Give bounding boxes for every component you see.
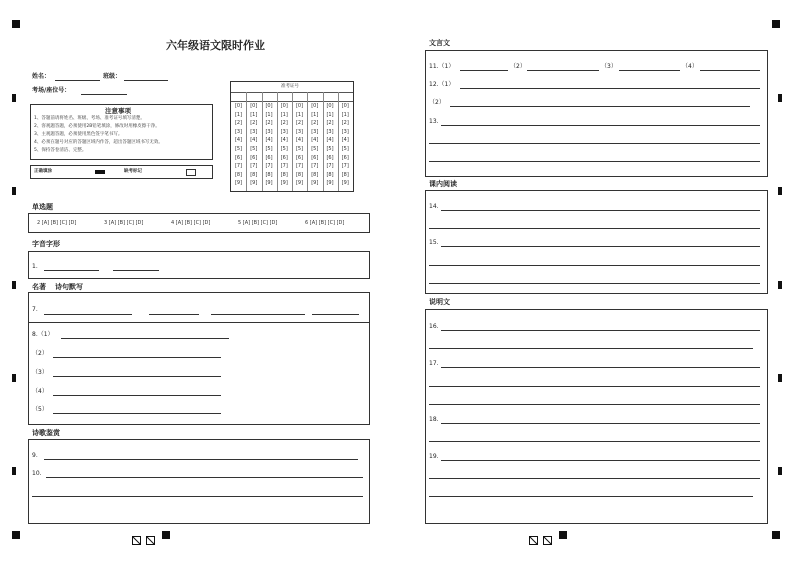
- mc-question[interactable]: [104, 221, 143, 226]
- exam-digit-bubble[interactable]: [7]: [280, 163, 288, 170]
- question-number: 17.: [429, 360, 439, 367]
- page-title: 六年级语文限时作业: [166, 39, 265, 52]
- room-label: 考场/座位号：: [32, 87, 71, 94]
- exam-digit-bubble[interactable]: [4]: [265, 137, 273, 144]
- sub-question: （4）: [682, 63, 698, 70]
- exam-digit-bubble[interactable]: [0]: [341, 103, 349, 109]
- exam-digit-bubble[interactable]: [3]: [311, 128, 319, 135]
- corner-mark: [12, 20, 20, 28]
- section-title-reading: 课内阅读: [429, 180, 457, 188]
- missing-label: 缺考标记: [124, 169, 142, 174]
- question-number: 19.: [429, 453, 439, 460]
- mc-question[interactable]: [305, 221, 344, 226]
- fill-example-box: [30, 165, 213, 179]
- question-number: 7.: [32, 306, 38, 313]
- exam-digit-bubble[interactable]: [8]: [295, 171, 304, 178]
- filled-mark-icon: [95, 170, 105, 174]
- exam-digit-bubble[interactable]: [9]: [250, 180, 258, 187]
- section-title-classical: 文言文: [429, 39, 450, 47]
- exam-digit-bubble[interactable]: [0]: [311, 103, 319, 109]
- exam-digit-bubble[interactable]: [1]: [341, 111, 349, 118]
- exam-number-grid: [230, 81, 354, 192]
- mc-section-title: 单选题: [32, 203, 53, 211]
- exam-digit-bubble[interactable]: [5]: [234, 146, 243, 152]
- answer-line[interactable]: [53, 413, 221, 414]
- notice-line: 2、客观题答题，必须使用2B铅笔填涂，修改时用橡皮擦干净。: [34, 124, 160, 129]
- exam-digit-bubble[interactable]: [2]: [250, 120, 258, 127]
- question-number: 9.: [32, 452, 38, 459]
- class-field[interactable]: [124, 80, 168, 81]
- timing-mark: [778, 281, 782, 289]
- exam-digit-bubble[interactable]: [3]: [341, 128, 349, 135]
- exam-digit-bubble[interactable]: [6]: [250, 154, 258, 161]
- answer-line[interactable]: [460, 70, 508, 71]
- exam-digit-bubble[interactable]: [4]: [280, 137, 288, 144]
- exam-digit-bubble[interactable]: [4]: [234, 137, 243, 144]
- exam-digit-bubble[interactable]: [5]: [341, 146, 349, 152]
- answer-line[interactable]: [429, 348, 753, 349]
- answer-line[interactable]: [429, 161, 760, 162]
- sub-question: （5）: [32, 406, 48, 413]
- answer-line[interactable]: [149, 314, 199, 315]
- exam-digit-bubble[interactable]: [5]: [265, 146, 273, 152]
- notice-box: [30, 104, 213, 160]
- notice-line: 1、答题前请将姓名、班级、考场、准考证号填写清楚。: [34, 116, 145, 121]
- question-number: 12.（1）: [429, 81, 455, 88]
- mc-options[interactable]: [A] [B] [C] [D]: [175, 220, 211, 226]
- answer-line[interactable]: [211, 314, 305, 315]
- question-number: 13.: [429, 118, 439, 125]
- exam-digit-bubble[interactable]: [6]: [234, 154, 243, 161]
- exam-digit-bubble[interactable]: [7]: [234, 163, 243, 170]
- exam-digit-bubble[interactable]: [7]: [341, 163, 349, 170]
- exam-digit-bubble[interactable]: [7]: [311, 163, 319, 170]
- timing-mark: [778, 374, 782, 382]
- section-title-classics: 名著: [32, 283, 46, 291]
- section-title-pronunciation: 字音字形: [32, 240, 60, 248]
- pronunciation-box: [28, 251, 370, 279]
- exam-digit-bubble[interactable]: [0]: [280, 103, 288, 109]
- room-field[interactable]: [81, 94, 127, 95]
- mc-question[interactable]: [238, 221, 277, 226]
- exam-digit-bubble[interactable]: [2]: [280, 120, 288, 127]
- exam-digit-bubble[interactable]: [6]: [280, 154, 288, 161]
- answer-line[interactable]: [619, 70, 680, 71]
- exam-digit-bubble[interactable]: [4]: [326, 137, 334, 144]
- answer-line[interactable]: [700, 70, 760, 71]
- sub-question: （4）: [32, 388, 48, 395]
- exam-number-columns: [231, 101, 353, 191]
- corner-mark: [772, 531, 780, 539]
- exam-digit-bubble[interactable]: [0]: [265, 103, 273, 109]
- answer-line[interactable]: [53, 376, 221, 377]
- answer-line[interactable]: [450, 106, 750, 107]
- mc-options[interactable]: [A] [B] [C] [D]: [41, 220, 77, 226]
- corner-mark: [162, 531, 170, 539]
- answer-line[interactable]: [53, 357, 221, 358]
- mc-options[interactable]: [A] [B] [C] [D]: [108, 220, 144, 226]
- answer-line[interactable]: [429, 283, 760, 284]
- exam-digit-bubble[interactable]: [9]: [265, 180, 273, 187]
- answer-line[interactable]: [441, 423, 760, 424]
- page-marker-right: [529, 531, 557, 550]
- exam-digit-bubble[interactable]: [2]: [311, 120, 319, 127]
- exam-digit-bubble[interactable]: [4]: [341, 137, 349, 144]
- answer-line[interactable]: [44, 270, 99, 271]
- exam-digit-bubble[interactable]: [1]: [250, 111, 258, 118]
- answer-line[interactable]: [441, 460, 760, 461]
- exam-digit-bubble[interactable]: [8]: [250, 171, 258, 178]
- notice-line: 4、必须在题号对应的答题区域内作答，超出答题区域书写无效。: [34, 140, 163, 145]
- exam-digit-bubble[interactable]: [3]: [234, 128, 243, 135]
- exam-digit-bubble[interactable]: [6]: [311, 154, 319, 161]
- answer-line[interactable]: [441, 330, 760, 331]
- notice-title: 注意事项: [105, 107, 131, 115]
- answer-line[interactable]: [312, 314, 359, 315]
- exam-digit-bubble[interactable]: [9]: [341, 180, 349, 187]
- exam-digit-bubble[interactable]: [8]: [341, 171, 349, 178]
- question-number: 16.: [429, 323, 439, 330]
- answer-line[interactable]: [429, 265, 760, 266]
- corner-mark: [12, 531, 20, 539]
- exam-digit-bubble[interactable]: [5]: [311, 146, 319, 152]
- exam-digit-bubble[interactable]: [2]: [326, 120, 334, 127]
- exam-digit-bubble[interactable]: [7]: [250, 163, 258, 170]
- notice-line: 3、主观题答题，必须使用黑色签字笔书写。: [34, 132, 123, 137]
- exam-digit-bubble[interactable]: [5]: [250, 146, 258, 152]
- question-number: 10.: [32, 470, 42, 477]
- mc-options[interactable]: [A] [B] [C] [D]: [309, 220, 345, 226]
- timing-mark: [12, 94, 16, 102]
- section-title-recite: 诗句默写: [55, 283, 83, 291]
- exam-digit-bubble[interactable]: [3]: [326, 128, 334, 135]
- exam-digit-bubble[interactable]: [2]: [295, 120, 304, 127]
- answer-line[interactable]: [527, 70, 599, 71]
- timing-mark: [778, 187, 782, 195]
- exam-digit-bubble[interactable]: [4]: [250, 137, 258, 144]
- exam-digit-bubble[interactable]: [2]: [341, 120, 349, 127]
- exam-digit-bubble[interactable]: [1]: [280, 111, 288, 118]
- exam-digit-bubble[interactable]: [1]: [295, 111, 304, 118]
- corner-mark: [772, 20, 780, 28]
- mc-question-number: 6: [305, 220, 310, 226]
- answer-line[interactable]: [429, 478, 760, 479]
- answer-line[interactable]: [44, 314, 132, 315]
- section-title-poetry: 诗歌鉴赏: [32, 429, 60, 437]
- exam-digit-bubble[interactable]: [3]: [250, 128, 258, 135]
- exam-digit-bubble[interactable]: [0]: [250, 103, 258, 109]
- exam-digit-bubble[interactable]: [3]: [295, 128, 304, 135]
- exam-digit-bubble[interactable]: [4]: [295, 137, 304, 144]
- sub-question: （3）: [32, 369, 48, 376]
- answer-line[interactable]: [429, 143, 760, 144]
- exam-digit-bubble[interactable]: [0]: [295, 103, 304, 109]
- exam-digit-bubble[interactable]: [2]: [234, 120, 243, 127]
- slash-box-icon: [529, 536, 557, 546]
- question-number: 14.: [429, 203, 439, 210]
- exam-digit-bubble[interactable]: [7]: [295, 163, 304, 170]
- corner-mark: [559, 531, 567, 539]
- name-field[interactable]: [55, 80, 100, 81]
- exam-digit-bubble[interactable]: [1]: [326, 111, 334, 118]
- mc-question-number: 5: [238, 220, 243, 226]
- exam-digit-bubble[interactable]: [8]: [280, 171, 288, 178]
- timing-mark: [12, 374, 16, 382]
- answer-line[interactable]: [441, 210, 760, 211]
- question-number: 1.: [32, 263, 38, 270]
- exam-digit-bubble[interactable]: [3]: [265, 128, 273, 135]
- correct-fill-label: 正确填涂: [34, 169, 52, 174]
- answer-line[interactable]: [441, 246, 760, 247]
- exam-digit-bubble[interactable]: [6]: [341, 154, 349, 161]
- exam-digit-bubble[interactable]: [8]: [234, 171, 243, 178]
- exam-digit-bubble[interactable]: [0]: [326, 103, 334, 109]
- answer-line[interactable]: [53, 395, 221, 396]
- exam-digit-bubble[interactable]: [8]: [265, 171, 273, 178]
- mc-options[interactable]: [A] [B] [C] [D]: [242, 220, 278, 226]
- expository-box: [425, 309, 768, 524]
- exam-digit-bubble[interactable]: [5]: [280, 146, 288, 152]
- notice-line: 5、保持答卷清洁、完整。: [34, 148, 87, 153]
- sub-question: （2）: [510, 63, 526, 70]
- exam-digit-bubble[interactable]: [1]: [234, 111, 243, 118]
- exam-digit-bubble[interactable]: [1]: [311, 111, 319, 118]
- mc-question[interactable]: [37, 221, 76, 226]
- exam-digit-bubble[interactable]: [7]: [265, 163, 273, 170]
- mc-question-number: 4: [171, 220, 176, 226]
- slash-box-icon: [132, 536, 160, 546]
- exam-digit-bubble[interactable]: [9]: [295, 180, 304, 187]
- exam-digit-bubble[interactable]: [6]: [265, 154, 273, 161]
- missing-mark-checkbox[interactable]: [186, 169, 196, 176]
- divider: [29, 322, 369, 323]
- question-number: 15.: [429, 239, 439, 246]
- answer-line[interactable]: [429, 228, 760, 229]
- mc-question[interactable]: [171, 221, 210, 226]
- timing-mark: [12, 187, 16, 195]
- timing-mark: [12, 281, 16, 289]
- exam-digit-bubble[interactable]: [8]: [326, 171, 334, 178]
- exam-digit-bubble[interactable]: [9]: [326, 180, 334, 187]
- exam-digit-bubble[interactable]: [3]: [280, 128, 288, 135]
- answer-line[interactable]: [44, 459, 358, 460]
- answer-line[interactable]: [61, 338, 229, 339]
- answer-line[interactable]: [429, 404, 760, 405]
- exam-digit-bubble[interactable]: [5]: [295, 146, 304, 152]
- answer-line[interactable]: [441, 125, 760, 126]
- name-label: 姓名：: [32, 73, 51, 80]
- sub-question: （2）: [429, 99, 445, 106]
- exam-digit-bubble[interactable]: [7]: [326, 163, 334, 170]
- answer-line[interactable]: [32, 496, 363, 497]
- answer-line[interactable]: [441, 367, 760, 368]
- section-title-expository: 说明文: [429, 298, 450, 306]
- exam-digit-bubble[interactable]: [0]: [234, 103, 243, 109]
- class-label: 班级：: [103, 73, 122, 80]
- exam-digit-bubble[interactable]: [5]: [326, 146, 334, 152]
- mc-question-number: 2: [37, 220, 42, 226]
- answer-line[interactable]: [460, 88, 760, 89]
- exam-digit-bubble[interactable]: [1]: [265, 111, 273, 118]
- exam-digit-bubble[interactable]: [2]: [265, 120, 273, 127]
- answer-line[interactable]: [113, 270, 159, 271]
- sub-question: （2）: [32, 350, 48, 357]
- exam-digit-bubble[interactable]: [8]: [311, 171, 319, 178]
- classical-box: [425, 50, 768, 177]
- question-number: 8.（1）: [32, 331, 54, 338]
- exam-digit-bubble[interactable]: [9]: [234, 180, 243, 187]
- answer-line[interactable]: [429, 496, 753, 497]
- timing-mark: [778, 467, 782, 475]
- exam-digit-bubble[interactable]: [4]: [311, 137, 319, 144]
- timing-mark: [778, 94, 782, 102]
- poetry-box: [28, 439, 370, 524]
- answer-line[interactable]: [429, 441, 760, 442]
- answer-line[interactable]: [429, 386, 760, 387]
- sub-question: （3）: [601, 63, 617, 70]
- exam-number-title: 准考证号: [281, 84, 299, 89]
- question-number: 18.: [429, 416, 439, 423]
- answer-line[interactable]: [46, 477, 363, 478]
- timing-mark: [12, 467, 16, 475]
- recite-box: [28, 292, 370, 425]
- exam-digit-bubble[interactable]: [9]: [280, 180, 288, 187]
- mc-question-number: 3: [104, 220, 109, 226]
- mc-box: [28, 213, 370, 233]
- reading-box: [425, 190, 768, 294]
- exam-digit-bubble[interactable]: [9]: [311, 180, 319, 187]
- exam-digit-bubble[interactable]: [6]: [295, 154, 304, 161]
- page-marker-left: [132, 531, 160, 550]
- question-number: 11.（1）: [429, 63, 455, 70]
- exam-digit-bubble[interactable]: [6]: [326, 154, 334, 161]
